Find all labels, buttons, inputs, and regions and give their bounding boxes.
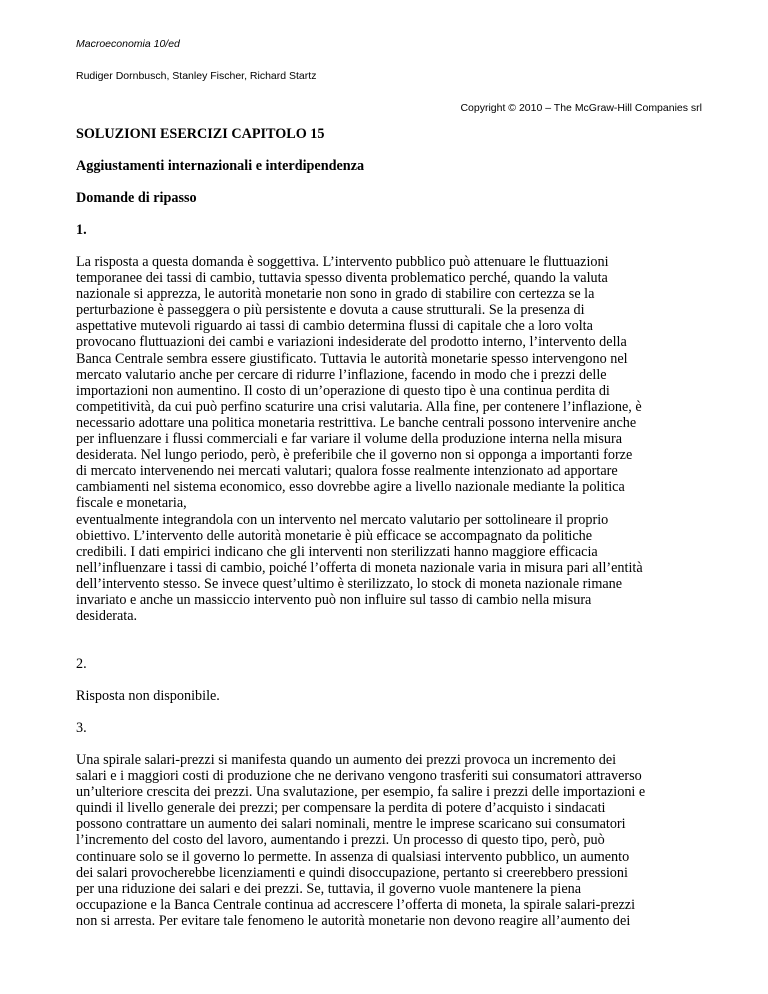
- book-authors: Rudiger Dornbusch, Stanley Fischer, Richard Startz: [76, 70, 317, 82]
- question-1-answer: La risposta a questa domanda è soggettiva. L’intervento pubblico può attenuare le fluttuazioni temporanee dei tassi di cambio, tuttavia spesso diventa problematico perché, quando la valuta nazionale si apprezza, le autorità monetarie non sono in grado di stabilire con certezza se la perturbazione è passeggera o più persistente e dovuta a cause strutturali. Se la presenza di aspettative mutevoli riguardo ai tassi di cambio determina flussi di capitale che a loro volta provocano fluttuazioni dei cambi e variazioni indesiderate del prodotto interno, l’intervento della Banca Centrale sembra essere giustificato. Tuttavia le autorità monetarie spesso intervengono nel mercato valutario anche per cercare di ridurre l’inflazione, facendo in modo che i prezzi delle importazioni non aumentino. Il costo di un’operazione di questo tipo è una continua perdita di competitività, da cui può perfino scaturire una crisi valutaria. Alla fine, per contenere l’inflazione, è necessario adottare una politica monetaria restrittiva. Le banche centrali possono intervenire anche per influenzare i flussi commerciali e far variare il volume della produzione interna nella misura desiderata. Nel lungo periodo, però, è preferibile che il governo non si opponga a importanti forze di mercato intervenendo nei mercati valutari; qualora fosse realmente intenzionato ad apportare cambiamenti nel sistema economico, esso dovrebbe agire a livello nazionale mediante la politica fiscale e monetaria, eventualmente integrandola con un intervento nel mercato valutario per sottolineare il proprio obiettivo. L’intervento delle autorità monetarie è più efficace se accompagnato da politiche credibili. I dati empirici indicano che gli interventi non sterilizzati hanno maggiore efficacia nell’influenzare i tassi di cambio, poiché l’offerta di moneta nazionale varia in misura pari all’entità dell’intervento stesso. Se invece quest’ultimo è sterilizzato, lo stock di moneta nazionale rimane invariato e anche un massiccio intervento può non influire sul tasso di cambio nella misura desiderata.: [76, 254, 643, 625]
- document-title: SOLUZIONI ESERCIZI CAPITOLO 15: [76, 126, 325, 142]
- question-2-number: 2.: [76, 656, 87, 672]
- book-title: Macroeconomia 10/ed: [76, 38, 180, 50]
- question-3-answer: Una spirale salari-prezzi si manifesta quando un aumento dei prezzi provoca un incremento dei salari e i maggiori costi di produzione che ne derivano vengono trasferiti sui consumatori attraverso un’ulteriore crescita dei prezzi. Una svalutazione, per esempio, fa salire i prezzi delle importazioni e quindi il livello generale dei prezzi; per compensare la perdita di potere d’acquisto i sindacati possono contrattare un aumento dei salari nominali, mentre le imprese scaricano sui consumatori l’incremento del costo del lavoro, aumentando i prezzi. Un processo di questo tipo, però, può continuare solo se il governo lo permette. In assenza di qualsiasi intervento pubblico, un aumento dei salari provocherebbe licenziamenti e quindi disoccupazione, pertanto si creerebbero pressioni per una riduzione dei salari e dei prezzi. Se, tuttavia, il governo vuole mantenere la piena occupazione e la Banca Centrale continua ad accrescere l’offerta di moneta, la spirale salari-prezzi non si arresta. Per evitare tale fenomeno le autorità monetarie non devono reagire all’aumento dei: [76, 752, 646, 929]
- question-1-number: 1.: [76, 222, 87, 238]
- question-3-number: 3.: [76, 720, 87, 736]
- copyright-notice: Copyright © 2010 – The McGraw-Hill Companies srl: [460, 102, 702, 114]
- section-heading: Domande di ripasso: [76, 190, 197, 206]
- question-2-answer: Risposta non disponibile.: [76, 688, 220, 704]
- document-subtitle: Aggiustamenti internazionali e interdipendenza: [76, 158, 365, 174]
